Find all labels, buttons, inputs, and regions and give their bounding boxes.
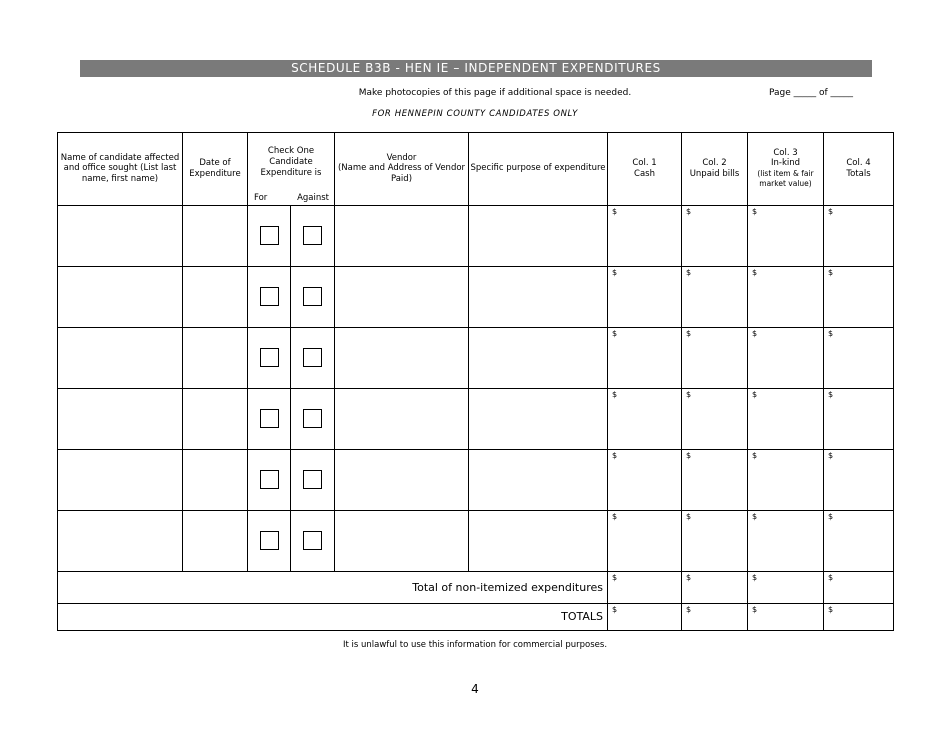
totals-row <box>58 603 894 630</box>
inkind-cell[interactable]: $ <box>748 449 824 510</box>
date-cell[interactable] <box>183 205 248 266</box>
against-checkbox[interactable] <box>303 409 322 428</box>
unpaid-cell[interactable]: $ <box>682 327 748 388</box>
for-checkbox[interactable] <box>260 409 279 428</box>
cash-cell[interactable]: $ <box>608 449 682 510</box>
against-checkbox[interactable] <box>303 226 322 245</box>
totals-label: TOTALS <box>58 603 608 630</box>
table-row <box>58 449 894 510</box>
cash-cell[interactable]: $ <box>608 327 682 388</box>
header-purpose: Specific purpose of expenditure <box>469 133 608 206</box>
header-col3: Col. 3 In-kind (list item & fair market value) <box>748 133 824 206</box>
purpose-cell[interactable] <box>469 510 608 571</box>
total-cell[interactable]: $ <box>824 449 894 510</box>
header-against: Against <box>291 192 335 206</box>
purpose-cell[interactable] <box>469 327 608 388</box>
unpaid-cell[interactable]: $ <box>682 388 748 449</box>
totals-inkind[interactable]: $ <box>748 603 824 630</box>
non-itemized-unpaid[interactable]: $ <box>682 571 748 603</box>
cash-cell[interactable]: $ <box>608 388 682 449</box>
purpose-cell[interactable] <box>469 266 608 327</box>
non-itemized-total[interactable]: $ <box>824 571 894 603</box>
cash-cell[interactable]: $ <box>608 510 682 571</box>
totals-unpaid[interactable]: $ <box>682 603 748 630</box>
header-for: For <box>248 192 291 206</box>
for-checkbox[interactable] <box>260 226 279 245</box>
date-cell[interactable] <box>183 449 248 510</box>
purpose-cell[interactable] <box>469 388 608 449</box>
against-checkbox[interactable] <box>303 470 322 489</box>
photocopy-note: Make photocopies of this page if additional space is needed. <box>358 88 632 98</box>
unpaid-cell[interactable]: $ <box>682 449 748 510</box>
non-itemized-label: Total of non-itemized expenditures <box>58 571 608 603</box>
cash-cell[interactable]: $ <box>608 266 682 327</box>
vendor-cell[interactable] <box>335 327 469 388</box>
schedule-title: SCHEDULE B3B - HEN IE – INDEPENDENT EXPENDITURES <box>80 60 872 77</box>
county-note: FOR HENNEPIN COUNTY CANDIDATES ONLY <box>372 109 578 119</box>
header-date: Date of Expenditure <box>183 133 248 206</box>
header-col1: Col. 1 Cash <box>608 133 682 206</box>
vendor-cell[interactable] <box>335 266 469 327</box>
for-checkbox[interactable] <box>260 470 279 489</box>
against-checkbox[interactable] <box>303 348 322 367</box>
vendor-cell[interactable] <box>335 510 469 571</box>
candidate-cell[interactable] <box>58 510 183 571</box>
date-cell[interactable] <box>183 266 248 327</box>
inkind-cell[interactable]: $ <box>748 510 824 571</box>
against-checkbox[interactable] <box>303 287 322 306</box>
header-col2: Col. 2 Unpaid bills <box>682 133 748 206</box>
table-row <box>58 205 894 266</box>
totals-total[interactable]: $ <box>824 603 894 630</box>
vendor-cell[interactable] <box>335 388 469 449</box>
purpose-cell[interactable] <box>469 205 608 266</box>
legal-notice: It is unlawful to use this information for commercial purposes. <box>342 640 608 650</box>
expenditures-table <box>57 132 894 631</box>
vendor-cell[interactable] <box>335 205 469 266</box>
header-candidate: Name of candidate affected and office sought (List last name, first name) <box>58 133 183 206</box>
date-cell[interactable] <box>183 510 248 571</box>
total-cell[interactable]: $ <box>824 388 894 449</box>
table-row <box>58 510 894 571</box>
date-cell[interactable] <box>183 388 248 449</box>
non-itemized-cash[interactable]: $ <box>608 571 682 603</box>
non-itemized-inkind[interactable]: $ <box>748 571 824 603</box>
inkind-cell[interactable]: $ <box>748 388 824 449</box>
inkind-cell[interactable]: $ <box>748 327 824 388</box>
header-check-one: Check One Candidate Expenditure is <box>248 133 335 192</box>
table-row <box>58 266 894 327</box>
candidate-cell[interactable] <box>58 449 183 510</box>
totals-cash[interactable]: $ <box>608 603 682 630</box>
unpaid-cell[interactable]: $ <box>682 205 748 266</box>
candidate-cell[interactable] <box>58 327 183 388</box>
candidate-cell[interactable] <box>58 266 183 327</box>
non-itemized-row <box>58 571 894 603</box>
for-checkbox[interactable] <box>260 287 279 306</box>
page-of-field[interactable]: Page _____ of _____ <box>769 88 854 98</box>
candidate-cell[interactable] <box>58 388 183 449</box>
total-cell[interactable]: $ <box>824 510 894 571</box>
unpaid-cell[interactable]: $ <box>682 266 748 327</box>
cash-cell[interactable]: $ <box>608 205 682 266</box>
total-cell[interactable]: $ <box>824 266 894 327</box>
candidate-cell[interactable] <box>58 205 183 266</box>
unpaid-cell[interactable]: $ <box>682 510 748 571</box>
table-row <box>58 327 894 388</box>
vendor-cell[interactable] <box>335 449 469 510</box>
for-checkbox[interactable] <box>260 531 279 550</box>
total-cell[interactable]: $ <box>824 327 894 388</box>
purpose-cell[interactable] <box>469 449 608 510</box>
page-number: 4 <box>471 682 479 696</box>
inkind-cell[interactable]: $ <box>748 205 824 266</box>
for-checkbox[interactable] <box>260 348 279 367</box>
header-vendor: Vendor (Name and Address of Vendor Paid) <box>335 133 469 206</box>
table-row <box>58 388 894 449</box>
inkind-cell[interactable]: $ <box>748 266 824 327</box>
date-cell[interactable] <box>183 327 248 388</box>
header-col4: Col. 4 Totals <box>824 133 894 206</box>
against-checkbox[interactable] <box>303 531 322 550</box>
total-cell[interactable]: $ <box>824 205 894 266</box>
